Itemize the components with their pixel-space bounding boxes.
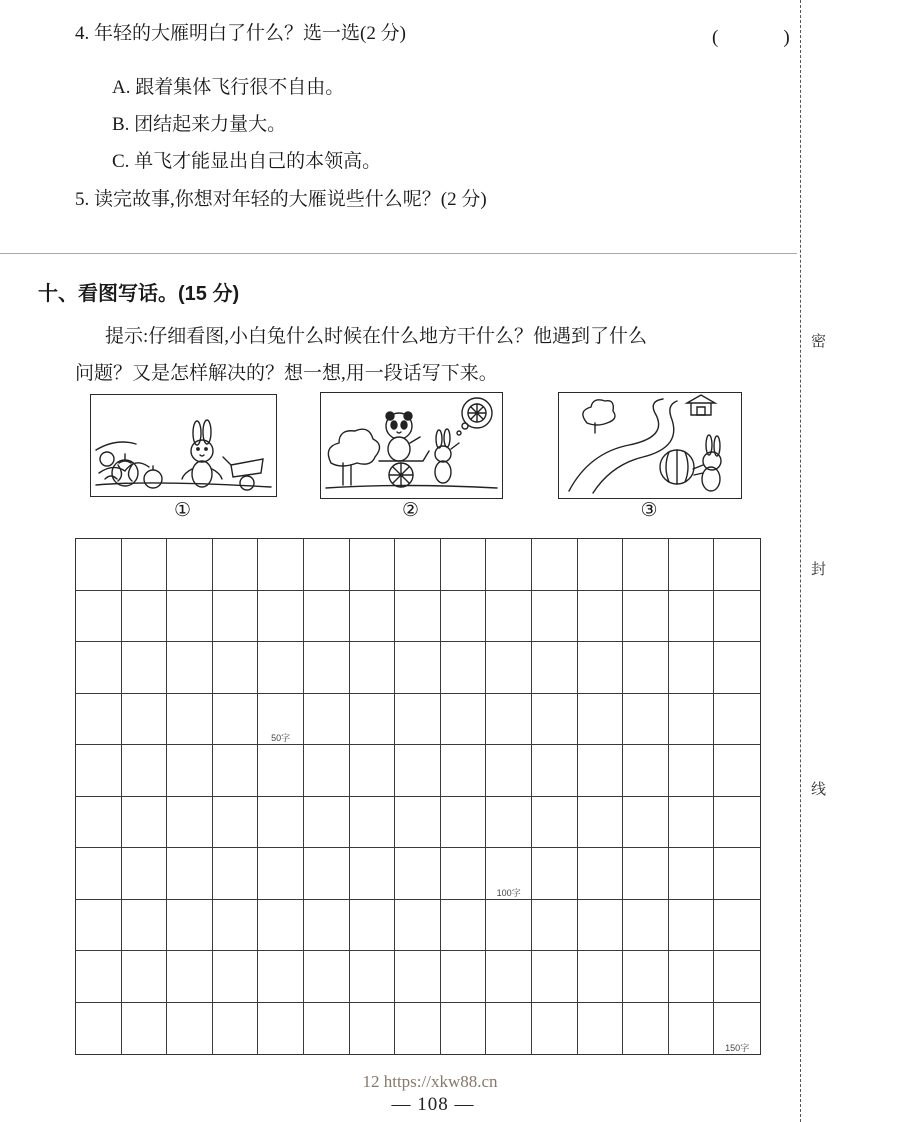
writing-grid-cell bbox=[258, 642, 304, 694]
writing-grid-cell bbox=[350, 848, 396, 900]
writing-grid-cell bbox=[122, 797, 168, 849]
writing-grid-cell bbox=[395, 900, 441, 952]
writing-grid-cell bbox=[167, 848, 213, 900]
writing-grid-cell bbox=[669, 539, 715, 591]
writing-grid-cell bbox=[532, 642, 578, 694]
writing-grid-cell bbox=[441, 900, 487, 952]
writing-grid-cell bbox=[441, 951, 487, 1003]
writing-grid-cell bbox=[714, 539, 760, 591]
writing-grid-cell bbox=[167, 642, 213, 694]
writing-grid-cell bbox=[258, 591, 304, 643]
writing-grid-cell bbox=[167, 951, 213, 1003]
writing-grid-cell bbox=[532, 900, 578, 952]
word-count-marker: 100字 bbox=[496, 887, 521, 898]
writing-grid-cell bbox=[486, 745, 532, 797]
writing-grid-cell bbox=[167, 900, 213, 952]
writing-grid-cell bbox=[213, 1003, 259, 1055]
picture-1-rabbit-pumpkin-field-image bbox=[91, 395, 276, 496]
writing-grid-cell bbox=[304, 797, 350, 849]
writing-grid-cell bbox=[441, 642, 487, 694]
writing-grid-cell bbox=[532, 539, 578, 591]
section-10-heading: 十、看图写话。(15 分) bbox=[38, 283, 240, 305]
writing-grid-cell bbox=[486, 900, 532, 952]
writing-grid-cell bbox=[350, 745, 396, 797]
picture-3-rabbit-path-house-image bbox=[559, 393, 741, 498]
writing-grid-cell bbox=[578, 900, 624, 952]
writing-grid-cell bbox=[76, 951, 122, 1003]
writing-grid-cell bbox=[258, 745, 304, 797]
writing-grid-cell bbox=[578, 539, 624, 591]
writing-grid-cell bbox=[76, 900, 122, 952]
writing-grid-cell bbox=[669, 797, 715, 849]
writing-grid-cell bbox=[350, 642, 396, 694]
writing-grid-cell bbox=[213, 694, 259, 746]
writing-grid-cell bbox=[441, 1003, 487, 1055]
writing-grid-cell bbox=[395, 694, 441, 746]
question-5-text: 5. 读完故事,你想对年轻的大雁说些什么呢？(2 分) bbox=[75, 189, 487, 210]
writing-grid-cell bbox=[486, 539, 532, 591]
writing-grid-cell bbox=[623, 797, 669, 849]
writing-grid-cell bbox=[669, 591, 715, 643]
writing-grid-cell bbox=[122, 694, 168, 746]
writing-grid-cell bbox=[486, 848, 532, 900]
writing-grid-cell bbox=[532, 694, 578, 746]
question-4-option-c: C. 单飞才能显出自己的本领高。 bbox=[112, 151, 382, 172]
word-count-marker: 150字 bbox=[725, 1043, 750, 1053]
writing-grid-cell bbox=[350, 951, 396, 1003]
writing-grid-cell bbox=[122, 591, 168, 643]
writing-grid-cell bbox=[76, 745, 122, 797]
watermark-url: 12 https://xkw88.cn bbox=[362, 1072, 498, 1091]
writing-grid-cell bbox=[304, 745, 350, 797]
picture-2-label: ② bbox=[401, 500, 420, 521]
writing-grid-cell bbox=[258, 694, 304, 746]
writing-grid-cell bbox=[167, 1003, 213, 1055]
writing-grid-cell bbox=[167, 539, 213, 591]
writing-grid-cell bbox=[441, 694, 487, 746]
section-divider bbox=[0, 253, 797, 254]
writing-grid-cell bbox=[350, 539, 396, 591]
writing-grid-cell bbox=[304, 951, 350, 1003]
writing-grid-cell bbox=[714, 1003, 760, 1055]
writing-grid-cell bbox=[714, 745, 760, 797]
writing-grid-cell bbox=[623, 591, 669, 643]
writing-grid-cell bbox=[167, 591, 213, 643]
writing-grid-cell bbox=[258, 1003, 304, 1055]
writing-grid-cell bbox=[623, 642, 669, 694]
writing-grid-cell bbox=[441, 797, 487, 849]
writing-grid-cell bbox=[304, 694, 350, 746]
section-10-hint-line-1: 提示:仔细看图,小白兔什么时候在什么地方干什么？他遇到了什么 bbox=[105, 326, 648, 347]
writing-grid-cell bbox=[258, 900, 304, 952]
picture-3-label: ③ bbox=[640, 500, 658, 521]
writing-grid-cell bbox=[304, 642, 350, 694]
writing-grid-cell bbox=[714, 848, 760, 900]
writing-grid-cell bbox=[441, 848, 487, 900]
writing-grid-cell bbox=[76, 694, 122, 746]
writing-grid-cell bbox=[578, 642, 624, 694]
writing-grid-cell bbox=[350, 694, 396, 746]
writing-grid-cell bbox=[350, 591, 396, 643]
writing-grid-cell bbox=[578, 848, 624, 900]
question-4-option-b: B. 团结起来力量大。 bbox=[112, 114, 287, 135]
writing-grid-cell bbox=[714, 797, 760, 849]
writing-grid-cell bbox=[122, 539, 168, 591]
writing-grid-cell bbox=[304, 1003, 350, 1055]
writing-grid-cell bbox=[76, 642, 122, 694]
writing-grid-cell bbox=[122, 848, 168, 900]
writing-grid-cell bbox=[669, 694, 715, 746]
writing-grid-cell bbox=[258, 539, 304, 591]
writing-grid-cell bbox=[304, 591, 350, 643]
writing-grid-cell bbox=[714, 591, 760, 643]
picture-2-frame bbox=[320, 392, 503, 499]
writing-grid-cell bbox=[578, 951, 624, 1003]
picture-3-frame bbox=[558, 392, 742, 499]
writing-grid-cell bbox=[714, 951, 760, 1003]
writing-grid-cell bbox=[304, 848, 350, 900]
writing-grid-cell bbox=[623, 1003, 669, 1055]
writing-grid-cell bbox=[350, 1003, 396, 1055]
picture-2-panda-cart-image bbox=[321, 393, 502, 498]
writing-grid-cell bbox=[486, 951, 532, 1003]
writing-grid-cell bbox=[258, 951, 304, 1003]
writing-grid-cell bbox=[213, 591, 259, 643]
writing-grid-cell bbox=[76, 797, 122, 849]
writing-grid-cell bbox=[441, 745, 487, 797]
writing-grid-cell bbox=[532, 1003, 578, 1055]
seal-dashed-line bbox=[800, 0, 801, 1122]
writing-grid-cell bbox=[395, 1003, 441, 1055]
writing-grid-cell bbox=[532, 745, 578, 797]
writing-grid-cell bbox=[213, 797, 259, 849]
writing-grid-cell bbox=[258, 797, 304, 849]
writing-grid-cell bbox=[304, 900, 350, 952]
writing-grid-cell bbox=[395, 951, 441, 1003]
writing-grid-cell bbox=[441, 591, 487, 643]
writing-grid-cell bbox=[395, 539, 441, 591]
writing-grid-cell bbox=[76, 848, 122, 900]
seal-char-xian: 线 bbox=[811, 781, 827, 798]
writing-grid-cell bbox=[486, 591, 532, 643]
writing-grid-cell bbox=[213, 745, 259, 797]
writing-grid-cell bbox=[167, 745, 213, 797]
writing-grid-cell bbox=[532, 951, 578, 1003]
writing-grid-cell bbox=[532, 848, 578, 900]
writing-grid-cell bbox=[623, 848, 669, 900]
writing-grid-cell bbox=[350, 797, 396, 849]
writing-grid-cell bbox=[350, 900, 396, 952]
writing-grid-cell bbox=[486, 694, 532, 746]
writing-grid-cell bbox=[395, 591, 441, 643]
writing-grid-cell bbox=[395, 797, 441, 849]
writing-grid-cell bbox=[395, 848, 441, 900]
writing-grid-cell bbox=[578, 745, 624, 797]
writing-grid-cell bbox=[578, 1003, 624, 1055]
writing-grid-cell bbox=[623, 900, 669, 952]
writing-grid-cell bbox=[122, 951, 168, 1003]
writing-grid-cell bbox=[122, 745, 168, 797]
writing-grid-cell bbox=[167, 797, 213, 849]
writing-grid-cell bbox=[486, 642, 532, 694]
writing-grid-cell bbox=[669, 900, 715, 952]
writing-grid-cell bbox=[213, 900, 259, 952]
writing-grid-cell bbox=[486, 797, 532, 849]
word-count-marker: 50字 bbox=[271, 733, 291, 743]
writing-grid-cell bbox=[714, 642, 760, 694]
writing-grid-cell bbox=[304, 539, 350, 591]
writing-grid-cell bbox=[441, 539, 487, 591]
writing-grid-cell bbox=[578, 797, 624, 849]
writing-grid-cell bbox=[76, 1003, 122, 1055]
question-4-text: 4. 年轻的大雁明白了什么？选一选(2 分) bbox=[75, 23, 406, 44]
writing-grid-cell bbox=[714, 694, 760, 746]
writing-grid-cell bbox=[258, 848, 304, 900]
writing-grid-cell bbox=[623, 694, 669, 746]
writing-grid-cell bbox=[623, 745, 669, 797]
writing-grid-cell bbox=[669, 1003, 715, 1055]
writing-grid-cell bbox=[76, 591, 122, 643]
writing-grid-cell bbox=[122, 1003, 168, 1055]
writing-grid-cell bbox=[532, 591, 578, 643]
page-number: — 108 — bbox=[391, 1094, 475, 1115]
writing-grid-cell bbox=[486, 1003, 532, 1055]
question-4-option-a: A. 跟着集体飞行很不自由。 bbox=[112, 77, 345, 98]
writing-grid-cell bbox=[122, 642, 168, 694]
seal-char-mi: 密 bbox=[811, 333, 827, 350]
writing-grid-cell bbox=[213, 642, 259, 694]
writing-grid-cell bbox=[623, 539, 669, 591]
section-10-hint-line-2: 问题？又是怎样解决的？想一想,用一段话写下来。 bbox=[75, 363, 498, 384]
picture-1-label: ① bbox=[173, 500, 192, 521]
writing-grid-cell bbox=[578, 591, 624, 643]
writing-grid-cell bbox=[213, 539, 259, 591]
picture-1-frame bbox=[90, 394, 277, 497]
writing-grid-cell bbox=[395, 642, 441, 694]
writing-grid-cell bbox=[213, 951, 259, 1003]
writing-grid-cell bbox=[395, 745, 441, 797]
writing-grid-cell bbox=[669, 745, 715, 797]
writing-grid-cell bbox=[213, 848, 259, 900]
question-4-answer-blank: ( ) bbox=[712, 27, 792, 48]
writing-grid-cell bbox=[532, 797, 578, 849]
writing-grid-cell bbox=[623, 951, 669, 1003]
writing-grid-cell bbox=[122, 900, 168, 952]
writing-grid-cell bbox=[669, 642, 715, 694]
seal-char-feng: 封 bbox=[811, 561, 827, 578]
writing-grid-cell bbox=[167, 694, 213, 746]
writing-grid-cell bbox=[669, 848, 715, 900]
writing-grid bbox=[75, 538, 761, 1055]
writing-grid-cell bbox=[578, 694, 624, 746]
writing-grid-cell bbox=[669, 951, 715, 1003]
writing-grid-cell bbox=[714, 900, 760, 952]
writing-grid-cell bbox=[76, 539, 122, 591]
